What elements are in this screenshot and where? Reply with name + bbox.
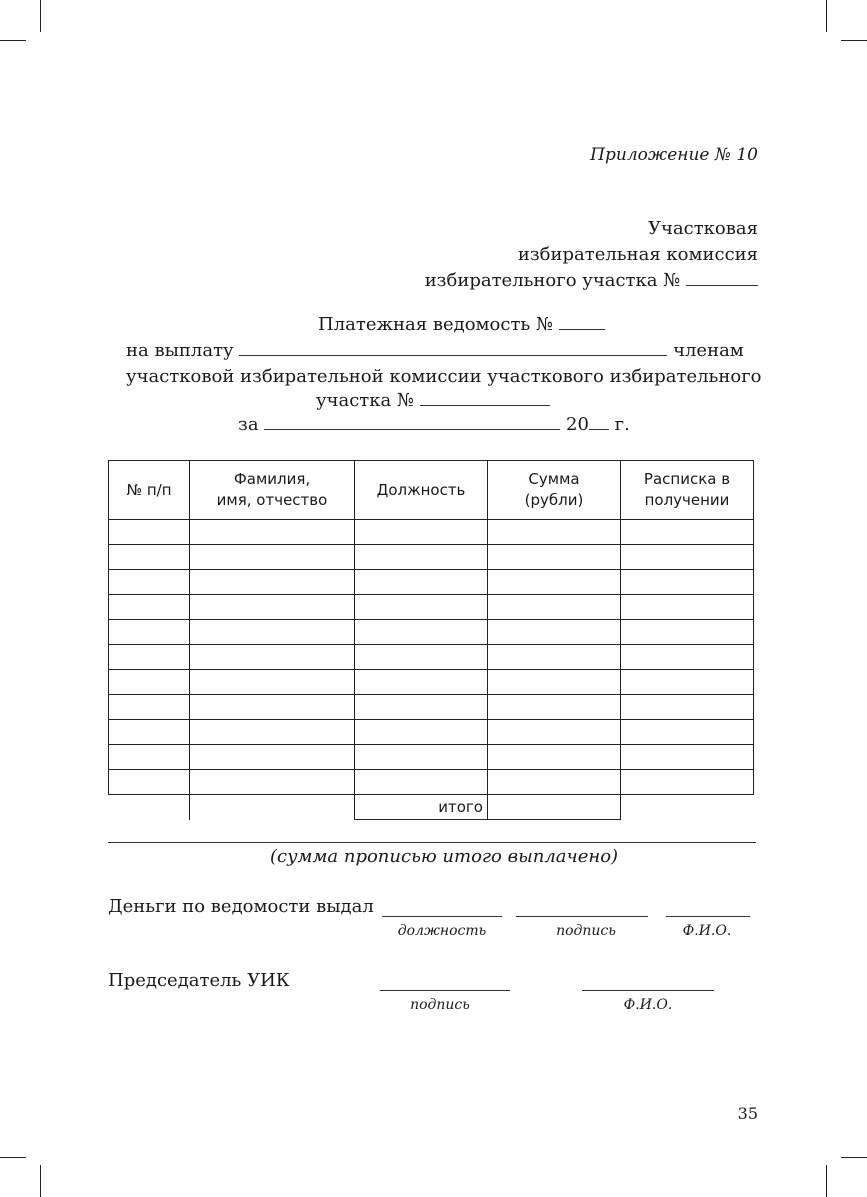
year-blank: [589, 412, 609, 430]
cell-receipt[interactable]: [621, 570, 754, 595]
cell-number[interactable]: [109, 620, 190, 645]
payment-purpose-blank: [239, 338, 667, 356]
cell-amount[interactable]: [488, 720, 621, 745]
table-row: [109, 520, 754, 545]
table-row: [109, 695, 754, 720]
cell-fullname[interactable]: [190, 620, 355, 645]
year-label: 20: [566, 414, 589, 435]
cell-amount[interactable]: [488, 695, 621, 720]
cell-receipt[interactable]: [621, 545, 754, 570]
commission-line-2: избирательная комиссия: [517, 244, 758, 265]
chairman-label: Председатель УИК: [108, 970, 290, 991]
cell-position[interactable]: [355, 745, 488, 770]
total-row: [109, 795, 754, 820]
precinct-number-blank: [686, 268, 758, 286]
commission-block: [425, 216, 758, 294]
cell-receipt[interactable]: [621, 670, 754, 695]
cell-fullname[interactable]: [190, 745, 355, 770]
header-number: № п/п: [109, 461, 190, 520]
crop-mark-bottom-left: [40, 1165, 41, 1197]
total-empty-3: [621, 795, 754, 820]
crop-mark-bottom-right: [826, 1165, 827, 1197]
crop-mark-top-left-h: [0, 40, 26, 41]
header-amount: Сумма (рубли): [488, 461, 621, 520]
cell-receipt[interactable]: [621, 645, 754, 670]
header-fullname: Фамилия, имя, отчество: [190, 461, 355, 520]
crop-mark-bottom-right-h: [841, 1157, 867, 1158]
precinct-label: участка №: [316, 390, 414, 411]
cell-number[interactable]: [109, 745, 190, 770]
cell-position[interactable]: [355, 645, 488, 670]
table-header-row: [109, 461, 754, 520]
issued-position-line[interactable]: [382, 916, 502, 917]
cell-position[interactable]: [355, 595, 488, 620]
table-row: [109, 570, 754, 595]
cell-receipt[interactable]: [621, 745, 754, 770]
total-amount-cell[interactable]: [488, 795, 621, 820]
issued-signature-caption: подпись: [556, 923, 616, 939]
commission-line-3: [425, 268, 758, 294]
cell-fullname[interactable]: [190, 520, 355, 545]
payment-table: [108, 460, 754, 820]
cell-number[interactable]: [109, 520, 190, 545]
title-line-1: [318, 312, 605, 338]
cell-fullname[interactable]: [190, 670, 355, 695]
commission-precinct-label: избирательного участка №: [424, 270, 681, 291]
cell-number[interactable]: [109, 645, 190, 670]
total-empty-2: [190, 795, 355, 820]
table-row: [109, 720, 754, 745]
cell-position[interactable]: [355, 520, 488, 545]
table-row: [109, 745, 754, 770]
year-suffix: г.: [614, 414, 630, 435]
precinct-blank: [420, 388, 550, 406]
cell-number[interactable]: [109, 670, 190, 695]
issued-label: Деньги по ведомости выдал: [108, 896, 374, 917]
cell-fullname[interactable]: [190, 570, 355, 595]
total-empty-1: [109, 795, 190, 820]
cell-amount[interactable]: [488, 745, 621, 770]
cell-amount[interactable]: [488, 670, 621, 695]
cell-receipt[interactable]: [621, 720, 754, 745]
header-position: Должность: [355, 461, 488, 520]
commission-line-1: Участковая: [648, 218, 758, 239]
cell-fullname[interactable]: [190, 545, 355, 570]
issued-fullname-caption: Ф.И.О.: [682, 923, 732, 939]
cell-position[interactable]: [355, 720, 488, 745]
cell-number[interactable]: [109, 695, 190, 720]
cell-amount[interactable]: [488, 595, 621, 620]
cell-number[interactable]: [109, 770, 190, 795]
members-label: членам: [673, 340, 744, 361]
cell-fullname[interactable]: [190, 645, 355, 670]
cell-position[interactable]: [355, 770, 488, 795]
payment-for-label: на выплату: [126, 340, 234, 361]
cell-fullname[interactable]: [190, 720, 355, 745]
issued-position-caption: должность: [397, 923, 487, 939]
chairman-signature-line[interactable]: [380, 990, 510, 991]
cell-position[interactable]: [355, 570, 488, 595]
cell-receipt[interactable]: [621, 770, 754, 795]
table-row: [109, 770, 754, 795]
cell-receipt[interactable]: [621, 620, 754, 645]
cell-amount[interactable]: [488, 645, 621, 670]
page-number: 35: [737, 1104, 758, 1123]
cell-receipt[interactable]: [621, 520, 754, 545]
cell-receipt[interactable]: [621, 595, 754, 620]
title-line-3: участковой избирательной комиссии участкового избирательного: [126, 366, 762, 387]
cell-number[interactable]: [109, 595, 190, 620]
cell-amount[interactable]: [488, 520, 621, 545]
cell-number[interactable]: [109, 570, 190, 595]
cell-receipt[interactable]: [621, 695, 754, 720]
header-receipt: Расписка в получении: [621, 461, 754, 520]
title-line-5: [238, 412, 630, 438]
statement-number-label: Платежная ведомость №: [318, 314, 553, 335]
appendix-label: Приложение № 10: [590, 145, 758, 165]
crop-mark-top-right-h: [841, 40, 867, 41]
period-label: за: [238, 414, 259, 435]
cell-fullname[interactable]: [190, 770, 355, 795]
chairman-signature-caption: подпись: [410, 997, 470, 1013]
table-row: [109, 620, 754, 645]
chairman-fullname-line[interactable]: [582, 990, 714, 991]
cell-amount[interactable]: [488, 620, 621, 645]
table-row: [109, 645, 754, 670]
issued-fullname-line[interactable]: [666, 916, 750, 917]
cell-position[interactable]: [355, 670, 488, 695]
crop-mark-bottom-left-h: [0, 1157, 26, 1158]
table-row: [109, 545, 754, 570]
cell-position[interactable]: [355, 545, 488, 570]
cell-number[interactable]: [109, 545, 190, 570]
cell-position[interactable]: [355, 695, 488, 720]
cell-amount[interactable]: [488, 545, 621, 570]
cell-fullname[interactable]: [190, 595, 355, 620]
title-line-4: [316, 388, 550, 414]
crop-mark-top-left: [40, 0, 41, 32]
period-blank: [264, 412, 560, 430]
cell-amount[interactable]: [488, 770, 621, 795]
title-line-2: [126, 338, 744, 364]
cell-number[interactable]: [109, 720, 190, 745]
statement-number-blank: [559, 312, 605, 330]
cell-position[interactable]: [355, 620, 488, 645]
chairman-fullname-caption: Ф.И.О.: [623, 997, 673, 1013]
crop-mark-top-right: [826, 0, 827, 32]
table-row: [109, 595, 754, 620]
total-label: итого: [355, 795, 488, 820]
cell-amount[interactable]: [488, 570, 621, 595]
issued-signature-line[interactable]: [516, 916, 648, 917]
sum-in-words-line[interactable]: [108, 842, 756, 843]
cell-fullname[interactable]: [190, 695, 355, 720]
table-row: [109, 670, 754, 695]
